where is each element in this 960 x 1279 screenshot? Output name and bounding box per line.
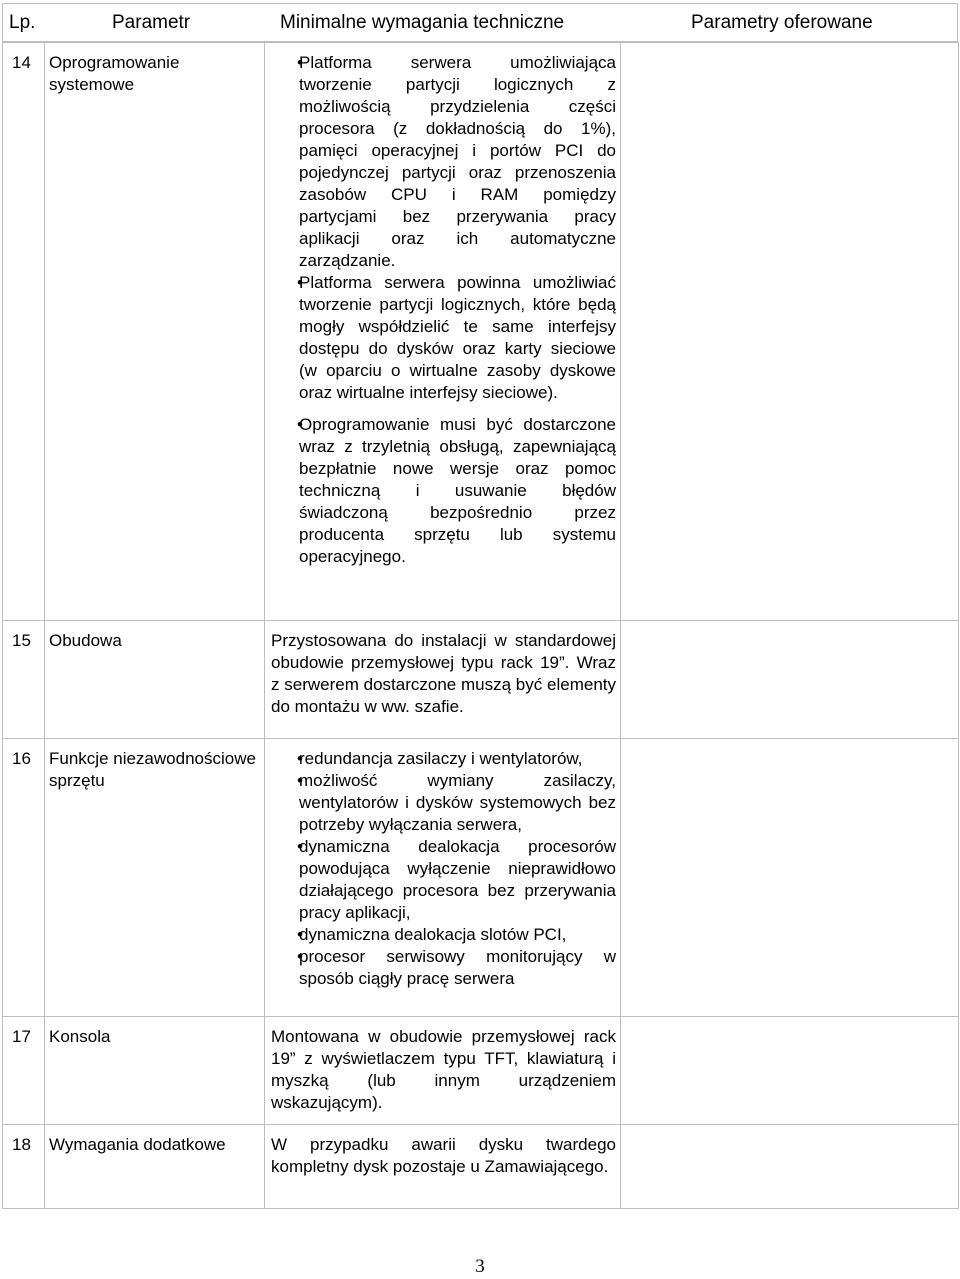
row-number: 17 [12,1027,31,1046]
requirement-bullet [271,52,616,272]
table-row [3,1017,959,1125]
row-parameter: Wymagania dodatkowe [49,1135,226,1154]
bullet-text: Platforma serwera powinna umożliwiać tworzenie partycji logicznych, które będą mogły współdzielić te same interfejsy dostępu do dysków oraz karty sieciowe (w oparciu o wirtualne zasoby dyskowe oraz wirtualne interfejsy sieciowe). [299,273,616,402]
table-row [3,621,959,739]
row-requirements [265,43,620,578]
row-number: 15 [12,631,31,650]
row-parameter: Funkcje niezawodnościowe sprzętu [49,749,256,790]
row-parameter: Konsola [49,1027,111,1046]
bullet-text: możliwość wymiany zasilaczy, wentylatorów i dysków systemowych bez potrzeby wyłączania serwera, [299,771,616,834]
requirement-bullet [271,272,616,404]
table-row [3,739,959,1017]
requirements-table [2,42,959,1209]
bullet-text: dynamiczna dealokacja procesorów powodująca wyłączenie nieprawidłowo działającego procesora bez przerywania pracy aplikacji, [299,837,616,922]
table-row [3,43,959,621]
table-row [3,1125,959,1209]
requirement-bullet [271,414,616,568]
offered-cell[interactable] [621,1017,959,1125]
row-number: 18 [12,1135,31,1154]
header-lp: Lp. [9,12,36,33]
requirement-bullet [271,748,616,770]
row-parameter: Oprogramowanie systemowe [49,53,180,94]
bullet-text: dynamiczna dealokacja slotów PCI, [299,925,567,944]
offered-cell[interactable] [621,739,959,1017]
offered-cell[interactable] [621,43,959,621]
row-parameter: Obudowa [49,631,122,650]
header-minimalne-wymagania: Minimalne wymagania techniczne [280,12,565,33]
table-header [2,3,958,42]
page-number: 3 [475,1256,485,1277]
bullet-text: Platforma serwera umożliwiająca tworzenie partycji logicznych z możliwością przydzielenia części procesora (z dokładnością do 1%), pamięci operacyjnej i portów PCI do pojedynczej partycji oraz przenoszenia zasobów CPU i RAM pomiędzy partycjami bez przerywania pracy aplikacji oraz ich automatyczne zarządzanie. [299,53,616,270]
row-number: 16 [12,749,31,768]
bullet-text: procesor serwisowy monitorujący w sposób ciągły pracę serwera [299,947,616,988]
header-parametr: Parametr [112,12,191,33]
offered-cell[interactable] [621,621,959,739]
offered-cell[interactable] [621,1125,959,1209]
row-requirements: Przystosowana do instalacji w standardowej obudowie przemysłowej typu rack 19”. Wraz z serwerem dostarczone muszą być elementy do montażu w ww. szafie. [271,631,616,716]
requirement-bullet [271,836,616,924]
row-requirements: Montowana w obudowie przemysłowej rack 19” z wyświetlaczem typu TFT, klawiaturą i myszką (lub innym urządzeniem wskazującym). [271,1027,616,1112]
requirement-bullet [271,946,616,990]
row-number: 14 [12,53,31,72]
requirement-bullet [271,770,616,836]
row-requirements: W przypadku awarii dysku twardego kompletny dysk pozostaje u Zamawiającego. [271,1135,616,1176]
header-parametry-oferowane: Parametry oferowane [691,12,873,33]
bullet-text: Oprogramowanie musi być dostarczone wraz z trzyletnią obsługą, zapewniającą bezpłatnie nowe wersje oraz pomoc techniczną i usuwanie błędów świadczoną bezpośrednio przez producenta sprzętu lub systemu operacyjnego. [299,415,616,566]
row-requirements [265,739,620,1000]
bullet-text: redundancja zasilaczy i wentylatorów, [299,749,583,768]
requirement-bullet [271,924,616,946]
